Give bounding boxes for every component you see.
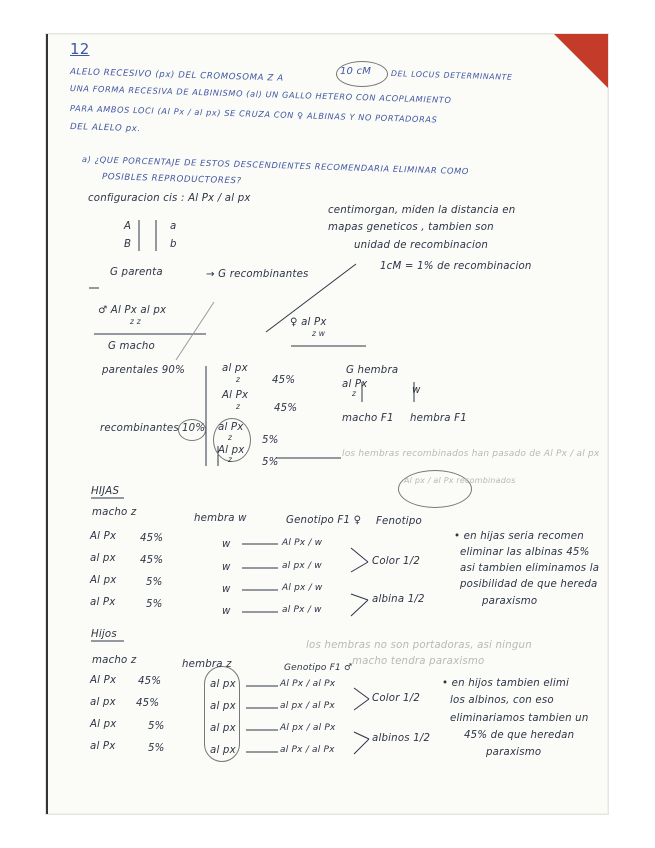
cm-percent-note: 1cM = 1% de recombinacion <box>380 261 532 272</box>
g-recombinant: → G recombinantes <box>206 269 309 280</box>
hijos-note: los albinos, con eso <box>450 695 554 706</box>
page-number: 12 <box>70 40 90 58</box>
hijos-heading: Hijos <box>91 629 117 640</box>
hembra-f1: hembra F1 <box>410 413 467 424</box>
question-a: a) ¿QUE PORCENTAJE DE ESTOS DESCENDIENTES RECOMENDARIA ELIMINAR COMO <box>81 154 470 177</box>
hijas-note: eliminar las albinas 45% <box>460 547 590 558</box>
problem-line: UNA FORMA RECESIVA DE ALBINISMO (al) UN GALLO HETERO CON ACOPLAMIENTO <box>69 83 452 105</box>
hijas-row-h: w <box>222 562 231 573</box>
male-cross: ♂ Al Px al px <box>98 305 167 316</box>
cm-note: centimorgan, miden la distancia en <box>328 205 516 216</box>
hijos-top-note: los hembras no son portadoras, asi ningun <box>306 640 532 651</box>
problem-line: DEL LOCUS DETERMINANTE <box>390 69 513 82</box>
hijos-row-pct: 45% <box>136 698 160 709</box>
recomb-gamete-pct: 5% <box>262 457 279 468</box>
hijos-row-m: al px <box>90 697 116 708</box>
hijos-row-pct: 5% <box>148 743 165 754</box>
hijas-row-pct: 45% <box>140 555 164 566</box>
problem-line: DEL ALELO px. <box>69 122 141 135</box>
hijos-col: hembra z <box>182 659 232 670</box>
hijos-col: Genotipo F1 ♂ <box>284 663 353 673</box>
hijas-note: posibilidad de que hereda <box>460 579 598 590</box>
problem-10cM: 10 cM <box>340 66 372 77</box>
hembra-gamete: w <box>412 385 421 396</box>
hijos-row-h: al px <box>210 745 236 756</box>
hijas-note: paraxismo <box>482 596 538 607</box>
notebook-page <box>45 33 609 815</box>
g-hembra-label: G hembra <box>346 365 399 376</box>
recomb-sub: z <box>228 455 233 464</box>
recomb-note: los hembras recombinados han pasado de Al Px / al px <box>342 449 600 459</box>
recomb-gamete-pct: 5% <box>262 435 279 446</box>
hijas-pheno: Color 1/2 <box>372 556 421 567</box>
hijos-note: 45% de que heredan <box>464 730 575 741</box>
parental-sub: z <box>236 402 241 411</box>
parental-pct: 45% <box>272 375 296 386</box>
hijos-note: eliminariamos tambien un <box>450 713 589 724</box>
hijas-row-m: al px <box>90 553 116 564</box>
hijas-row-pct: 45% <box>140 533 164 544</box>
cm-note: mapas geneticos , tambien son <box>328 222 494 233</box>
hijos-row-pct: 5% <box>148 721 165 732</box>
hijos-note: • en hijos tambien elimi <box>442 678 570 689</box>
hijas-col: macho z <box>92 507 137 518</box>
allele-B: B <box>124 239 132 250</box>
female-cross: ♀ al Px <box>290 317 327 328</box>
hijas-row-pct: 5% <box>146 599 163 610</box>
hijos-row-gen: al Px / al Px <box>280 745 335 755</box>
hijos-row-h: al px <box>210 723 236 734</box>
parental-pct: 45% <box>274 403 298 414</box>
recomb-gamete: al Px <box>218 422 244 433</box>
g-parental: G parenta <box>110 267 163 278</box>
hijos-row-pct: 45% <box>138 676 162 687</box>
recomb-pct: 10% <box>182 423 206 434</box>
hembra-gamete-sub: z <box>352 389 357 398</box>
question-a: POSIBLES REPRODUCTORES? <box>101 172 242 187</box>
hijas-row-pct: 5% <box>146 577 163 588</box>
problem-line: PARA AMBOS LOCI (Al Px / al px) SE CRUZA CON ♀ ALBINAS Y NO PORTADORAS <box>69 103 438 125</box>
config-title: configuracion cis : Al Px / al px <box>88 193 251 204</box>
hijos-row-m: al Px <box>90 741 116 752</box>
male-cross-sub: z z <box>130 317 141 326</box>
hijos-row-h: al px <box>210 701 236 712</box>
hijas-note: asi tambien eliminamos la <box>460 563 600 574</box>
recomb-gamete: Al px <box>218 445 245 456</box>
hijos-row-h: al px <box>210 679 236 690</box>
hijas-col: Genotipo F1 ♀ <box>286 515 362 526</box>
hijas-heading: HIJAS <box>91 486 120 497</box>
hijas-row-gen: Al Px / w <box>282 538 323 548</box>
hijas-row-h: w <box>222 584 231 595</box>
hijos-note: paraxismo <box>486 747 542 758</box>
allele-A: A <box>124 221 132 232</box>
macho-f1: macho F1 <box>342 413 394 424</box>
hijos-col: macho z <box>92 655 137 666</box>
hijos-row-gen: Al Px / al Px <box>280 679 336 689</box>
hijas-col: hembra w <box>194 513 247 524</box>
hijos-pheno: Color 1/2 <box>372 693 421 704</box>
female-cross-sub: z w <box>312 329 326 338</box>
hijas-row-h: w <box>222 539 231 550</box>
hijos-row-m: Al Px <box>90 675 117 686</box>
allele-a: a <box>170 221 177 232</box>
hijos-row-gen: Al px / al Px <box>280 723 336 733</box>
hijas-col: Fenotipo <box>376 516 422 527</box>
parental-gamete: al px <box>222 363 248 374</box>
cm-note: unidad de recombinacion <box>354 240 489 251</box>
hembra-gamete: al Px <box>342 379 368 390</box>
problem-line: ALELO RECESIVO (px) DEL CROMOSOMA Z A <box>69 67 284 84</box>
g-macho-label: G macho <box>108 341 155 352</box>
hijas-row-h: w <box>222 606 231 617</box>
hijas-pheno: albina 1/2 <box>372 594 425 605</box>
hijas-row-m: al Px <box>90 597 116 608</box>
hijas-row-m: Al px <box>90 575 117 586</box>
hijas-row-gen: al Px / w <box>282 605 322 615</box>
recombinantes-label: recombinantes <box>100 423 179 434</box>
hijas-row-m: Al Px <box>90 531 117 542</box>
hijos-row-m: Al px <box>90 719 117 730</box>
parental-gamete: Al Px <box>222 390 249 401</box>
hijas-row-gen: al px / w <box>282 561 322 571</box>
hijos-row-gen: al px / al Px <box>280 701 335 711</box>
allele-b: b <box>170 239 177 250</box>
hijos-top-note-2: macho tendra paraxismo <box>352 656 485 667</box>
recomb-sub: z <box>228 433 233 442</box>
recomb-note-2: Al px / al Px recombinados <box>404 476 516 485</box>
hijos-pheno: albinos 1/2 <box>372 733 431 744</box>
hijas-note: • en hijas seria recomen <box>454 531 584 542</box>
parental-sub: z <box>236 375 241 384</box>
parentales-label: parentales 90% <box>102 365 185 376</box>
hijas-row-gen: Al px / w <box>282 583 323 593</box>
